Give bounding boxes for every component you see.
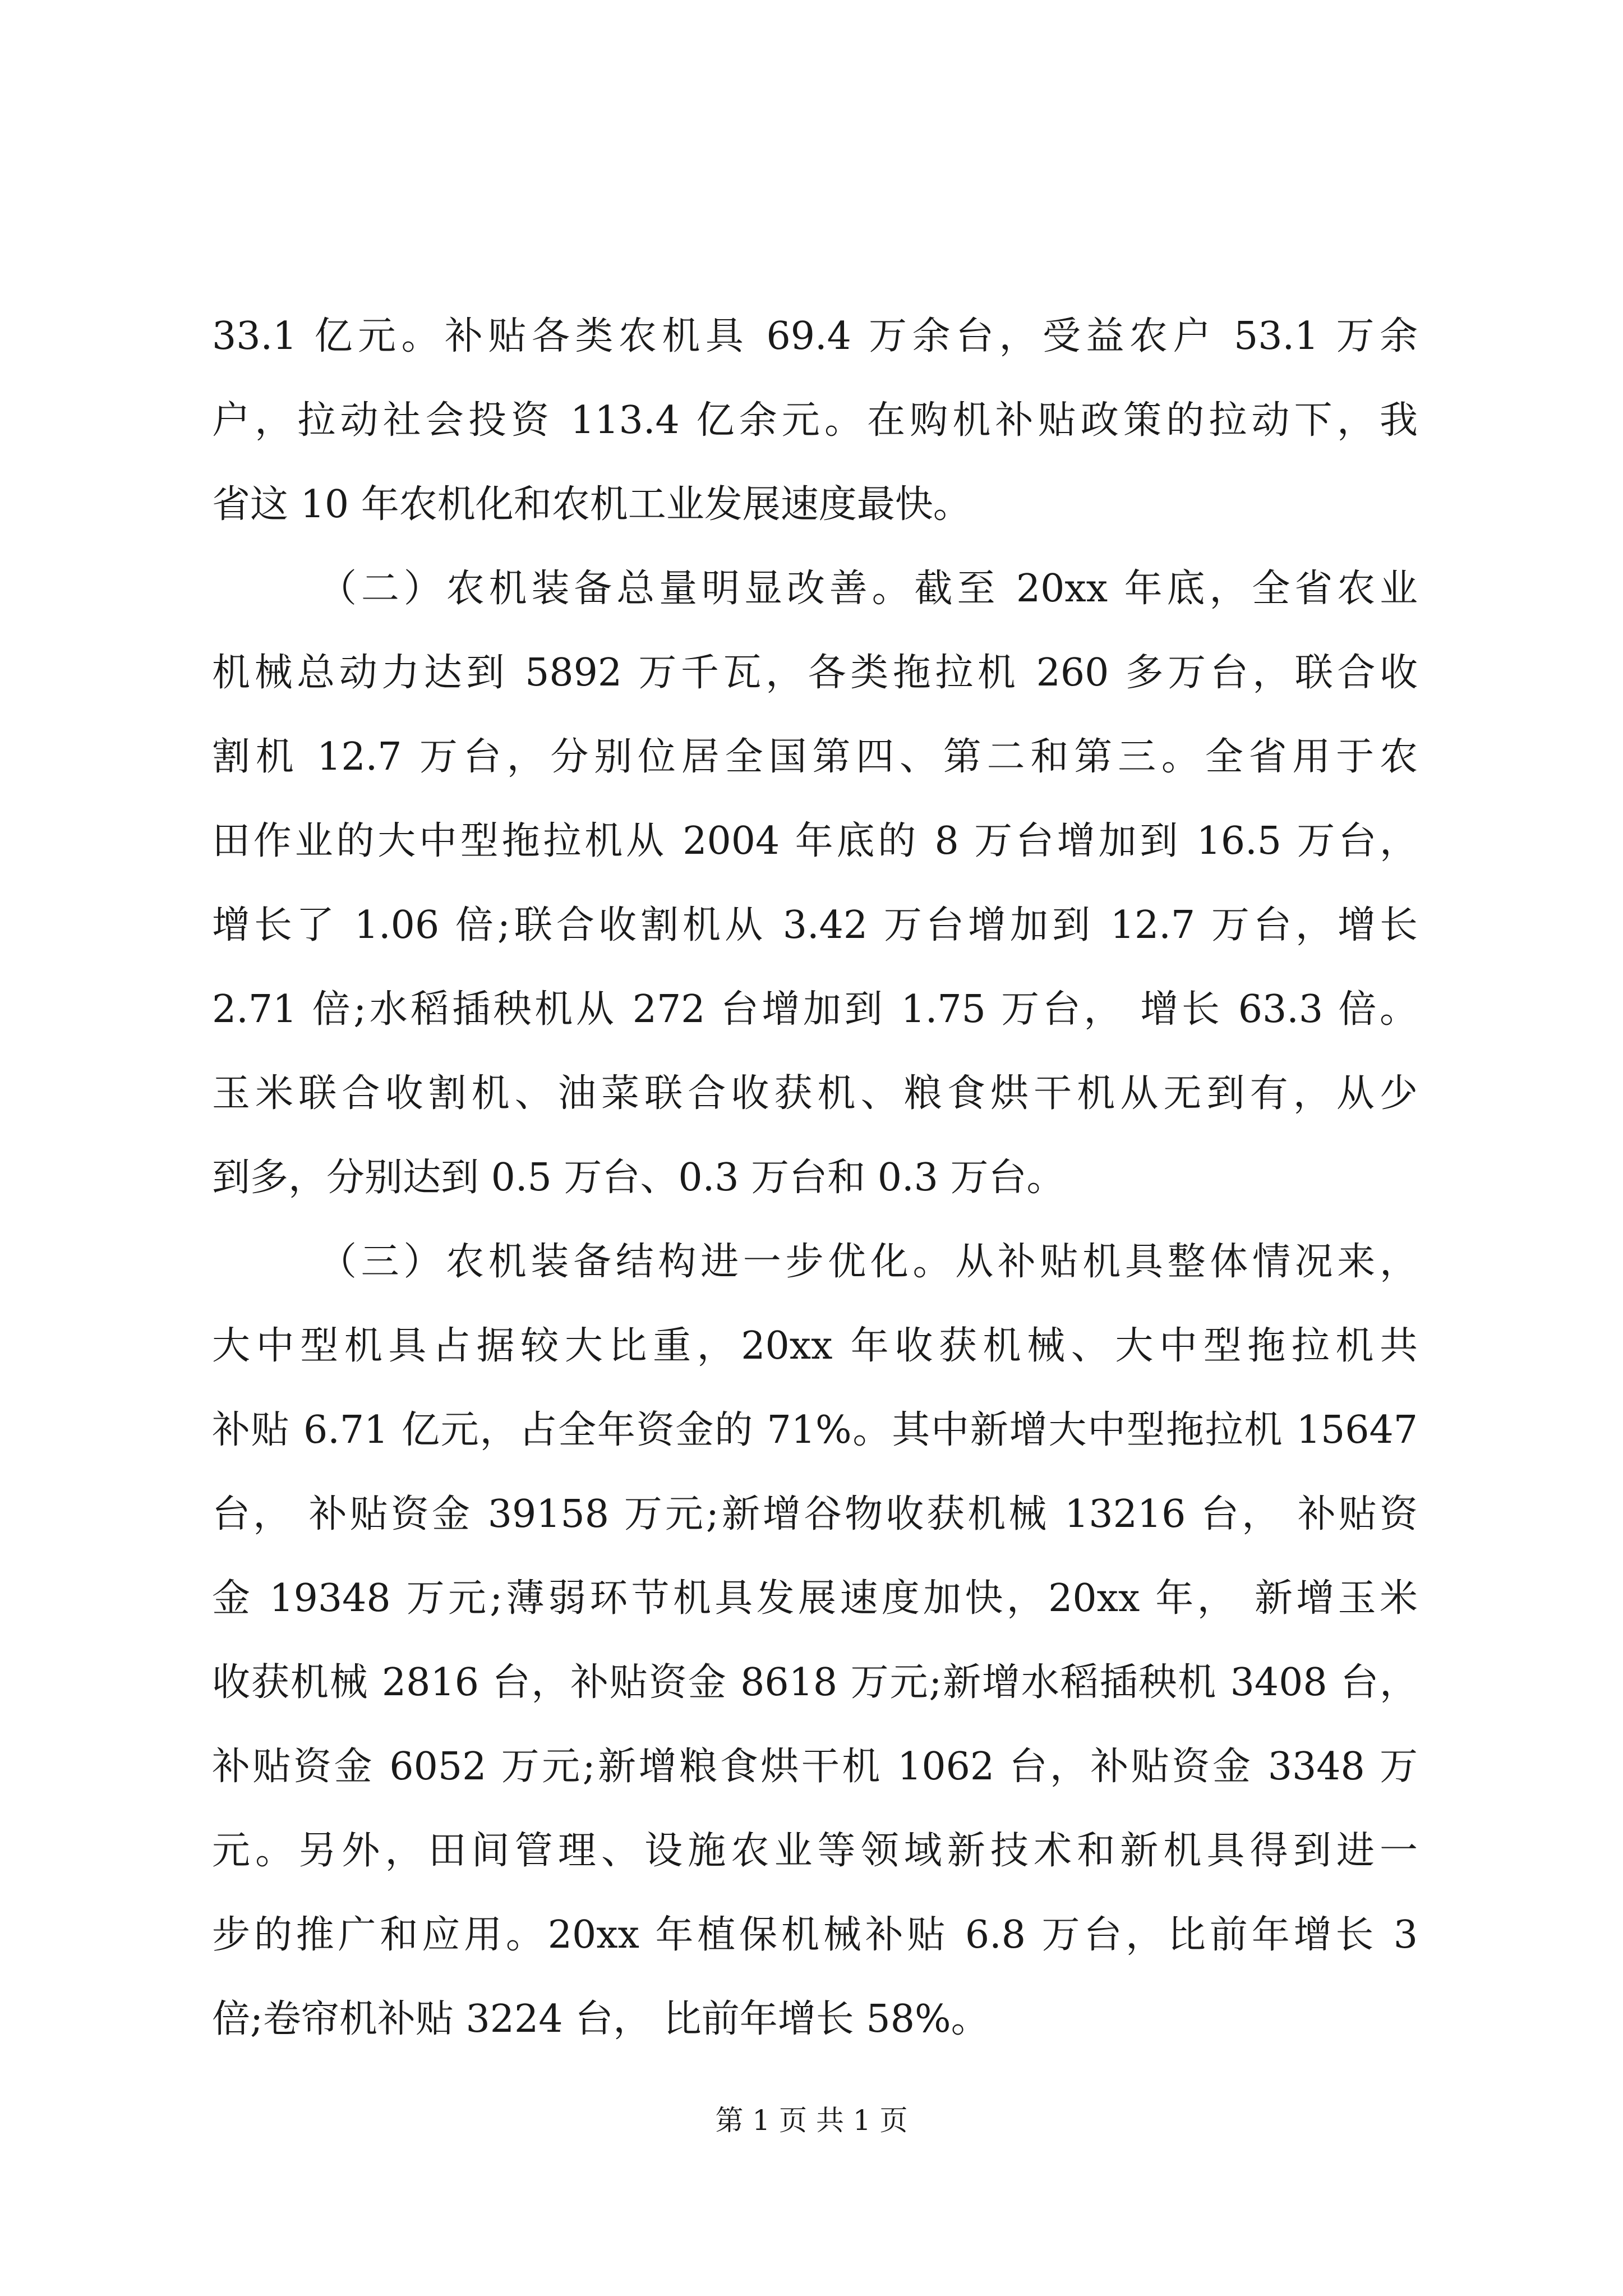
text-line: （二）农机装备总量明显改善。截至 20xx 年底，全省农业 xyxy=(319,567,1418,611)
text-line: 省这 10 年农机化和农机工业发展速度最快。 xyxy=(212,482,971,527)
text-line: 割机 12.7 万台，分别位居全国第四、第二和第三。全省用于农 xyxy=(212,735,1418,779)
text-line: 补贴 6.71 亿元，占全年资金的 71%。其中新增大中型拖拉机 15647 xyxy=(212,1408,1418,1452)
text-line: 增长了 1.06 倍;联合收割机从 3.42 万台增加到 12.7 万台，增长 xyxy=(212,903,1418,947)
text-line: 33.1 亿元。补贴各类农机具 69.4 万余台，受益农户 53.1 万余 xyxy=(212,314,1418,358)
text-line: 台， 补贴资金 39158 万元;新增谷物收获机械 13216 台， 补贴资 xyxy=(212,1492,1418,1536)
text-line: 玉米联合收割机、油菜联合收获机、粮食烘干机从无到有，从少 xyxy=(212,1071,1418,1116)
text-line: 补贴资金 6052 万元;新增粮食烘干机 1062 台，补贴资金 3348 万 xyxy=(212,1745,1418,1789)
text-line: 到多，分别达到 0.5 万台、0.3 万台和 0.3 万台。 xyxy=(212,1156,1065,1200)
text-line: 户，拉动社会投资 113.4 亿余元。在购机补贴政策的拉动下，我 xyxy=(212,398,1418,443)
text-line: 大中型机具占据较大比重，20xx 年收获机械、大中型拖拉机共 xyxy=(212,1324,1418,1368)
text-line: （三）农机装备结构进一步优化。从补贴机具整体情况来， xyxy=(319,1240,1418,1284)
text-line: 元。另外，田间管理、设施农业等领域新技术和新机具得到进一 xyxy=(212,1829,1418,1873)
text-line: 2.71 倍;水稻插秧机从 272 台增加到 1.75 万台， 增长 63.3 倍。 xyxy=(212,987,1418,1032)
paragraph xyxy=(212,295,1418,547)
text-line: 倍;卷帘机补贴 3224 台， 比前年增长 58%。 xyxy=(212,1997,989,2041)
text-line: 机械总动力达到 5892 万千瓦，各类拖拉机 260 多万台，联合收 xyxy=(212,651,1418,695)
paragraph xyxy=(212,547,1418,1220)
text-line: 金 19348 万元;薄弱环节机具发展速度加快，20xx 年， 新增玉米 xyxy=(212,1576,1418,1621)
document-body xyxy=(212,295,1418,2062)
text-line: 步的推广和应用。20xx 年植保机械补贴 6.8 万台，比前年增长 3 xyxy=(212,1913,1418,1957)
text-line: 收获机械 2816 台，补贴资金 8618 万元;新增水稻插秧机 3408 台， xyxy=(212,1660,1418,1705)
text-line: 田作业的大中型拖拉机从 2004 年底的 8 万台增加到 16.5 万台， xyxy=(212,819,1418,863)
paragraph xyxy=(212,1220,1418,2062)
page-number-footer: 第 1 页 共 1 页 xyxy=(715,2104,908,2137)
